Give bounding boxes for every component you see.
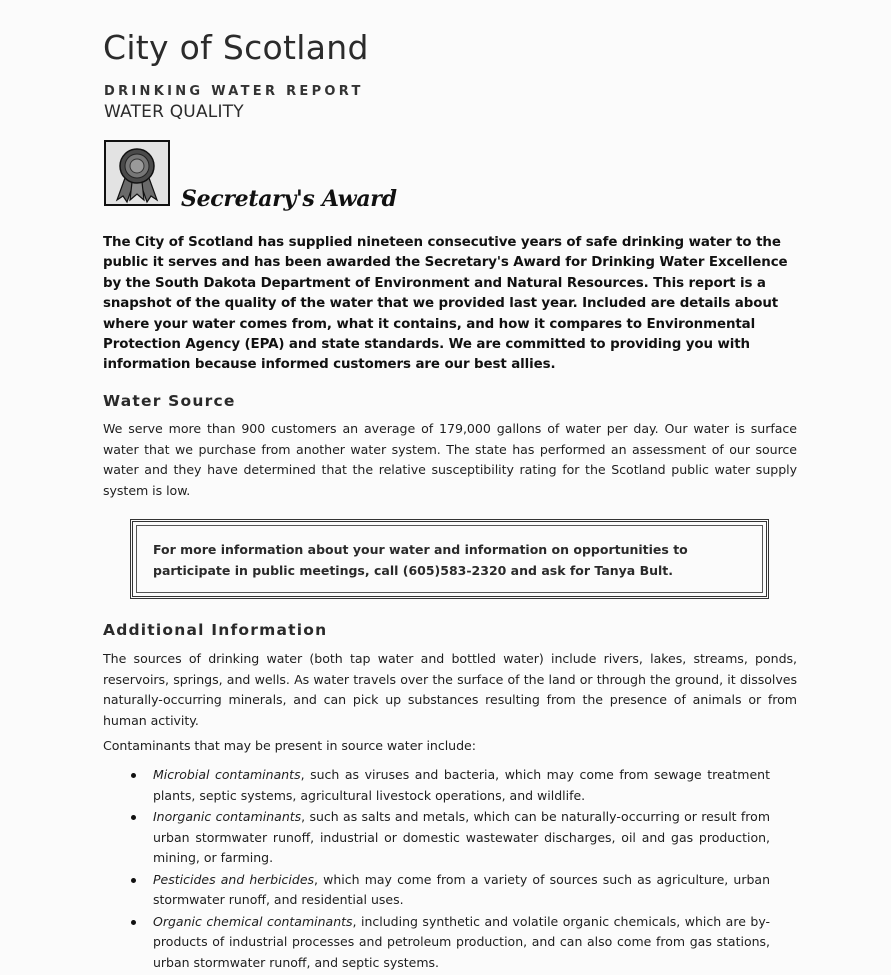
contaminant-description: , which may come from a variety of sources such as agriculture, urban stormwater runoff, and residential uses. bbox=[153, 871, 770, 907]
contaminants-intro: Contaminants that may be present in source water include: bbox=[103, 738, 476, 753]
additional-info-paragraph: The sources of drinking water (both tap water and bottled water) include rivers, lakes, streams, ponds, reservoirs, springs, and wells. As water travels over the surface of the land or through the ground, it dissolves naturally-occurring minerals, and can pick up substances resulting from the presence of animals or from human activity. bbox=[103, 651, 797, 728]
contact-info-box bbox=[130, 519, 769, 599]
contaminant-term: Organic chemical contaminants bbox=[153, 913, 353, 929]
award-title: Secretary's Award bbox=[181, 186, 397, 212]
contaminants-list bbox=[130, 765, 770, 974]
list-item bbox=[130, 807, 770, 869]
water-source-paragraph: We serve more than 900 customers an average of 179,000 gallons of water per day. Our water is surface water that we purchase from another water system. The state has performed an assessment of our source water and they have determined that the relative susceptibility rating for the Scotland public water supply system is low. bbox=[103, 421, 797, 498]
water-source-heading: Water Source bbox=[103, 392, 236, 410]
report-subtitle: DRINKING WATER REPORT bbox=[104, 84, 364, 99]
contaminant-description: , such as salts and metals, which can be naturally-occurring or result from urban stormwater runoff, industrial or domestic wastewater discharges, oil and gas production, mining, or farming. bbox=[153, 809, 770, 865]
list-item bbox=[130, 870, 770, 911]
contaminant-term: Inorganic contaminants bbox=[153, 809, 302, 824]
contact-info-text: For more information about your water and information on opportunities to participate in public meetings, call (605)583-2320 and ask for Tanya Bult. bbox=[153, 542, 688, 578]
list-item bbox=[130, 765, 770, 806]
contaminant-description: , such as viruses and bacteria, which may come from sewage treatment plants, septic systems, agricultural livestock operations, and wildlife. bbox=[153, 767, 770, 803]
bullet-icon bbox=[131, 878, 136, 883]
additional-info-heading: Additional Information bbox=[103, 621, 328, 639]
list-item bbox=[130, 912, 770, 974]
ribbon-award-icon bbox=[104, 140, 170, 206]
contaminant-term: Microbial contaminants bbox=[153, 767, 301, 782]
intro-paragraph: The City of Scotland has supplied nineteen consecutive years of safe drinking water to the public it serves and has been awarded the Secretary's Award for Drinking Water Excellence by the South Dakota Department of Environment and Natural Resources. This report is a snapshot of the quality of the water that we provided last year. Included are details about where your water comes from, what it contains, and how it compares to Environmental Protection Agency (EPA) and state standards. We are committed to providing you with information because informed customers are our best allies. bbox=[103, 235, 788, 373]
contaminant-description: , including synthetic and volatile organic chemicals, which are by-products of industrial processes and petroleum production, and can also come from gas stations, urban stormwater runoff, and septic systems. bbox=[153, 913, 771, 970]
contaminant-term: Pesticides and herbicides bbox=[153, 871, 315, 887]
report-section-title: WATER QUALITY bbox=[104, 102, 244, 122]
bullet-icon bbox=[131, 920, 136, 925]
bullet-icon bbox=[131, 773, 136, 778]
page-title: City of Scotland bbox=[103, 28, 369, 67]
bullet-icon bbox=[131, 815, 136, 820]
